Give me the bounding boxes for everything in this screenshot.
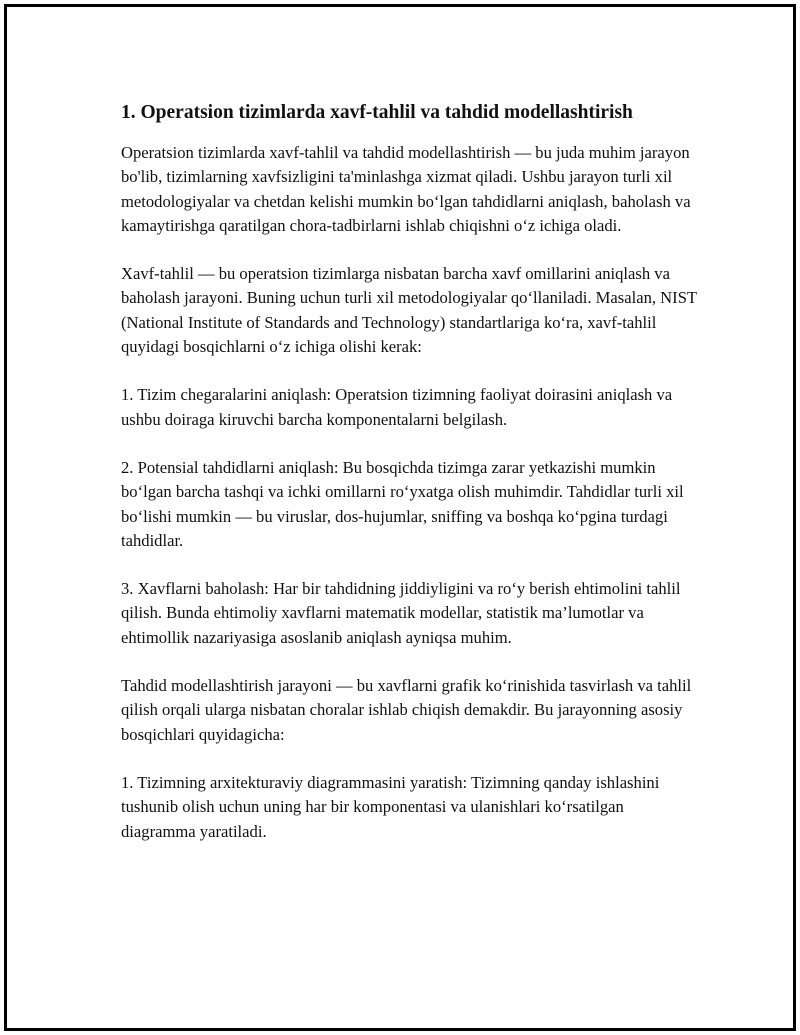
step-2-paragraph: 2. Potensial tahdidlarni aniqlash: Bu bosqichda tizimga zarar yetkazishi mumkin bo‘lgan barcha tashqi va ichki omillarni ro‘yxatga olish muhimdir. Tahdidlar turli xil bo‘lishi mumkin — bu viruslar, dos-hujumlar, sniffing va boshqa ko‘pgina turdagi tahdidlar. [121, 457, 684, 550]
risk-analysis-paragraph: Xavf-tahlil — bu operatsion tizimlarga nisbatan barcha xavf omillarini aniqlash va baholash jarayoni. Buning uchun turli xil metodologiyalar qo‘llaniladi. Masalan, NIST (National Institute of Standards and Technology) standartlariga ko‘ra, xavf-tahlil quyidagi bosqichlarni o‘z ichiga olishi kerak: [121, 264, 697, 357]
page-frame [4, 4, 796, 1031]
document-title: 1. Operatsion tizimlarda xavf-tahlil va tahdid modellashtirish [121, 102, 633, 123]
threat-modeling-paragraph: Tahdid modellashtirish jarayoni — bu xavflarni grafik ko‘rinishida tasvirlash va tahlil qilish orqali ularga nisbatan choralar ishlab chiqish demakdir. Bu jarayonning asosiy bosqichlari quyidagicha: [121, 676, 692, 744]
modeling-step-1-paragraph: 1. Tizimning arxitekturaviy diagrammasini yaratish: Tizimning qanday ishlashini tushunib olish uchun uning har bir komponentasi va ulanishlari ko‘rsatilgan diagramma yaratiladi. [121, 772, 660, 841]
intro-paragraph: Operatsion tizimlarda xavf-tahlil va tahdid modellashtirish — bu juda muhim jarayon bo'lib, tizimlarning xavfsizligini ta'minlashga xizmat qiladi. Ushbu jarayon turli xil metodologiyalar va chetdan kelishi mumkin bo‘lgan tahdidlarni aniqlash, baholash va kamaytirishga qaratilgan chora-tadbirlarni ishlab chiqishni o‘z ichiga oladi. [121, 143, 691, 235]
document-body [121, 99, 701, 868]
step-3-paragraph: 3. Xavflarni baholash: Har bir tahdidning jiddiyligini va ro‘y berish ehtimolini tahlil qilish. Bunda ehtimoliy xavflarni matematik modellar, statistik ma’lumotlar va ehtimollik nazariyasiga asoslanib aniqlash ayniqsa muhim. [121, 579, 681, 647]
step-1-paragraph: 1. Tizim chegaralarini aniqlash: Operatsion tizimning faoliyat doirasini aniqlash va ushbu doiraga kiruvchi barcha komponentalarni belgilash. [121, 385, 673, 429]
